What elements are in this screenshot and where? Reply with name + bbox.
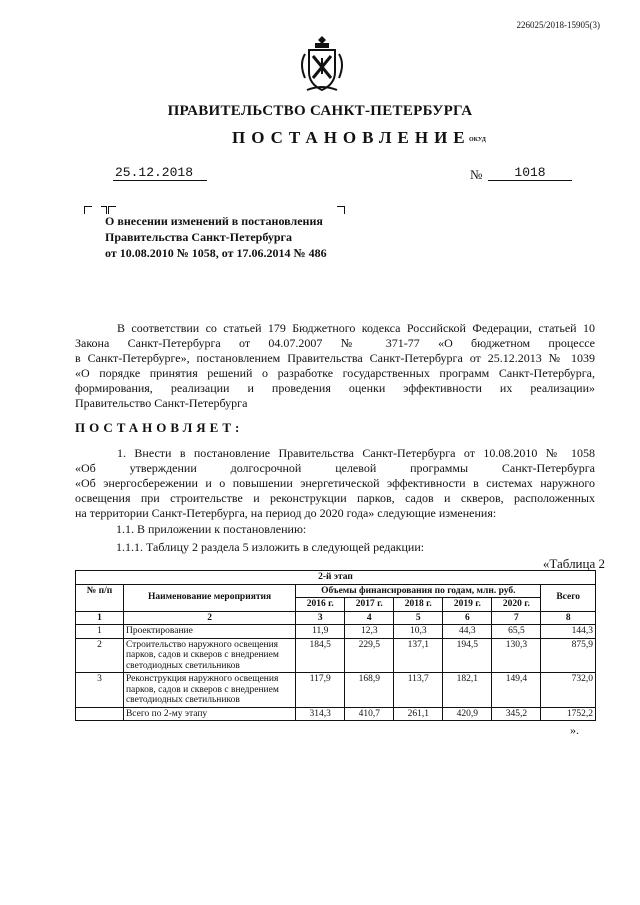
preamble-line: в Санкт-Петербурге», постановлением Правительства Санкт-Петербурга от 25.12.2013 № 1039 (75, 351, 595, 365)
clause-1 (75, 446, 595, 521)
preamble (75, 321, 595, 411)
col-index: 1 (76, 611, 124, 625)
row-name: Строительство наружного освещения парков, садов и скверов с внедрением светодиодных светильников (123, 638, 295, 673)
clause-line: «Об утверждении долгосрочной целевой программы Санкт-Петербурга (75, 461, 595, 475)
col-index: 6 (443, 611, 492, 625)
row-name: Реконструкция наружного освещения парков, садов и скверов с внедрением светодиодных светильников (123, 673, 295, 708)
preamble-line: Закона Санкт-Петербурга от 04.07.2007 № 371-77 «О бюджетном процессе (75, 336, 595, 350)
table-row (76, 638, 596, 673)
row-value: 130,3 (492, 638, 541, 673)
row-value: 149,4 (492, 673, 541, 708)
row-name: Проектирование (123, 625, 295, 639)
row-total: 732,0 (541, 673, 596, 708)
preamble-line: «О порядке принятия решений о разработке государственных программ Санкт-Петербурга, (75, 366, 595, 380)
header-total: Всего (541, 584, 596, 611)
header-name: Наименование мероприятия (123, 584, 295, 611)
subject-line: от 10.08.2010 № 1058, от 17.06.2014 № 486 (105, 246, 327, 260)
table-row (76, 673, 596, 708)
header-year: 2017 г. (345, 598, 394, 612)
subject-line: Правительства Санкт-Петербурга (105, 230, 293, 244)
row-value: 194,5 (443, 638, 492, 673)
document-type: ПОСТАНОВЛЕНИЕ (232, 128, 471, 147)
end-quote-mark: ». (570, 723, 579, 737)
row-num: 1 (76, 625, 124, 639)
stage-header: 2-й этап (76, 571, 596, 585)
row-num: 2 (76, 638, 124, 673)
total-label: Всего по 2-му этапу (123, 707, 295, 721)
col-index: 4 (345, 611, 394, 625)
row-total: 875,9 (541, 638, 596, 673)
row-value: 10,3 (394, 625, 443, 639)
header-num: № п/п (76, 584, 124, 611)
total-value: 420,9 (443, 707, 492, 721)
clause-line: освещения при строительстве и реконструкции парков, садов и скверов, расположенных (75, 491, 595, 505)
row-value: 182,1 (443, 673, 492, 708)
total-value: 345,2 (492, 707, 541, 721)
col-index: 8 (541, 611, 596, 625)
row-value: 12,3 (345, 625, 394, 639)
preamble-line: Правительство Санкт-Петербурга (75, 396, 248, 410)
row-value: 184,5 (296, 638, 345, 673)
header-year: 2018 г. (394, 598, 443, 612)
total-value: 410,7 (345, 707, 394, 721)
table-caption: «Таблица 2 (542, 556, 605, 571)
total-row (76, 707, 596, 721)
bracket-corner (337, 206, 345, 214)
funding-table (75, 570, 596, 721)
row-total: 144,3 (541, 625, 596, 639)
total-sum: 1752,2 (541, 707, 596, 721)
row-value: 113,7 (394, 673, 443, 708)
header-year: 2020 г. (492, 598, 541, 612)
col-index: 5 (394, 611, 443, 625)
header-funding: Объемы финансирования по годам, млн. руб. (296, 584, 541, 598)
total-empty-cell (76, 707, 124, 721)
col-index: 2 (123, 611, 295, 625)
row-value: 117,9 (296, 673, 345, 708)
bracket-corner (84, 206, 92, 214)
index-row (76, 611, 596, 625)
government-title: ПРАВИТЕЛЬСТВО САНКТ-ПЕТЕРБУРГА (167, 103, 473, 119)
document-subject (105, 213, 327, 261)
row-value: 137,1 (394, 638, 443, 673)
okud-label: ОКУД (469, 137, 486, 143)
clause-1-1-1: 1.1.1. Таблицу 2 раздела 5 изложить в следующей редакции: (116, 540, 425, 554)
preamble-line: В соответствии со статьей 179 Бюджетного кодекса Российской Федерации, статьей 10 (117, 321, 595, 335)
col-index: 3 (296, 611, 345, 625)
row-value: 44,3 (443, 625, 492, 639)
clause-line: 1. Внести в постановление Правительства Санкт-Петербурга от 10.08.2010 № 1058 (117, 446, 595, 460)
clause-line: «Об энергосбережении и о повышении энергетической эффективности в системах наружного (75, 476, 595, 490)
subject-line: О внесении изменений в постановления (105, 214, 323, 228)
document-number-value: 1018 (488, 165, 572, 181)
row-value: 168,9 (345, 673, 394, 708)
header-year: 2019 г. (443, 598, 492, 612)
row-value: 229,5 (345, 638, 394, 673)
clause-1-1: 1.1. В приложении к постановлению: (116, 522, 307, 536)
resolves-heading: ПОСТАНОВЛЯЕТ: (75, 420, 244, 435)
document-number: 226025/2018-15905(3) (516, 20, 600, 30)
header-year: 2016 г. (296, 598, 345, 612)
clause-line: на территории Санкт-Петербурга, на период до 2020 года» следующие изменения: (75, 506, 497, 520)
total-value: 261,1 (394, 707, 443, 721)
table-row (76, 625, 596, 639)
row-num: 3 (76, 673, 124, 708)
document-date: 25.12.2018 (113, 165, 207, 181)
col-index: 7 (492, 611, 541, 625)
row-value: 65,5 (492, 625, 541, 639)
row-value: 11,9 (296, 625, 345, 639)
coat-of-arms-icon (297, 34, 347, 96)
total-value: 314,3 (296, 707, 345, 721)
number-sign: № (470, 167, 483, 182)
preamble-line: формирования, реализации и проведения оценки эффективности их реализации» (75, 381, 595, 395)
